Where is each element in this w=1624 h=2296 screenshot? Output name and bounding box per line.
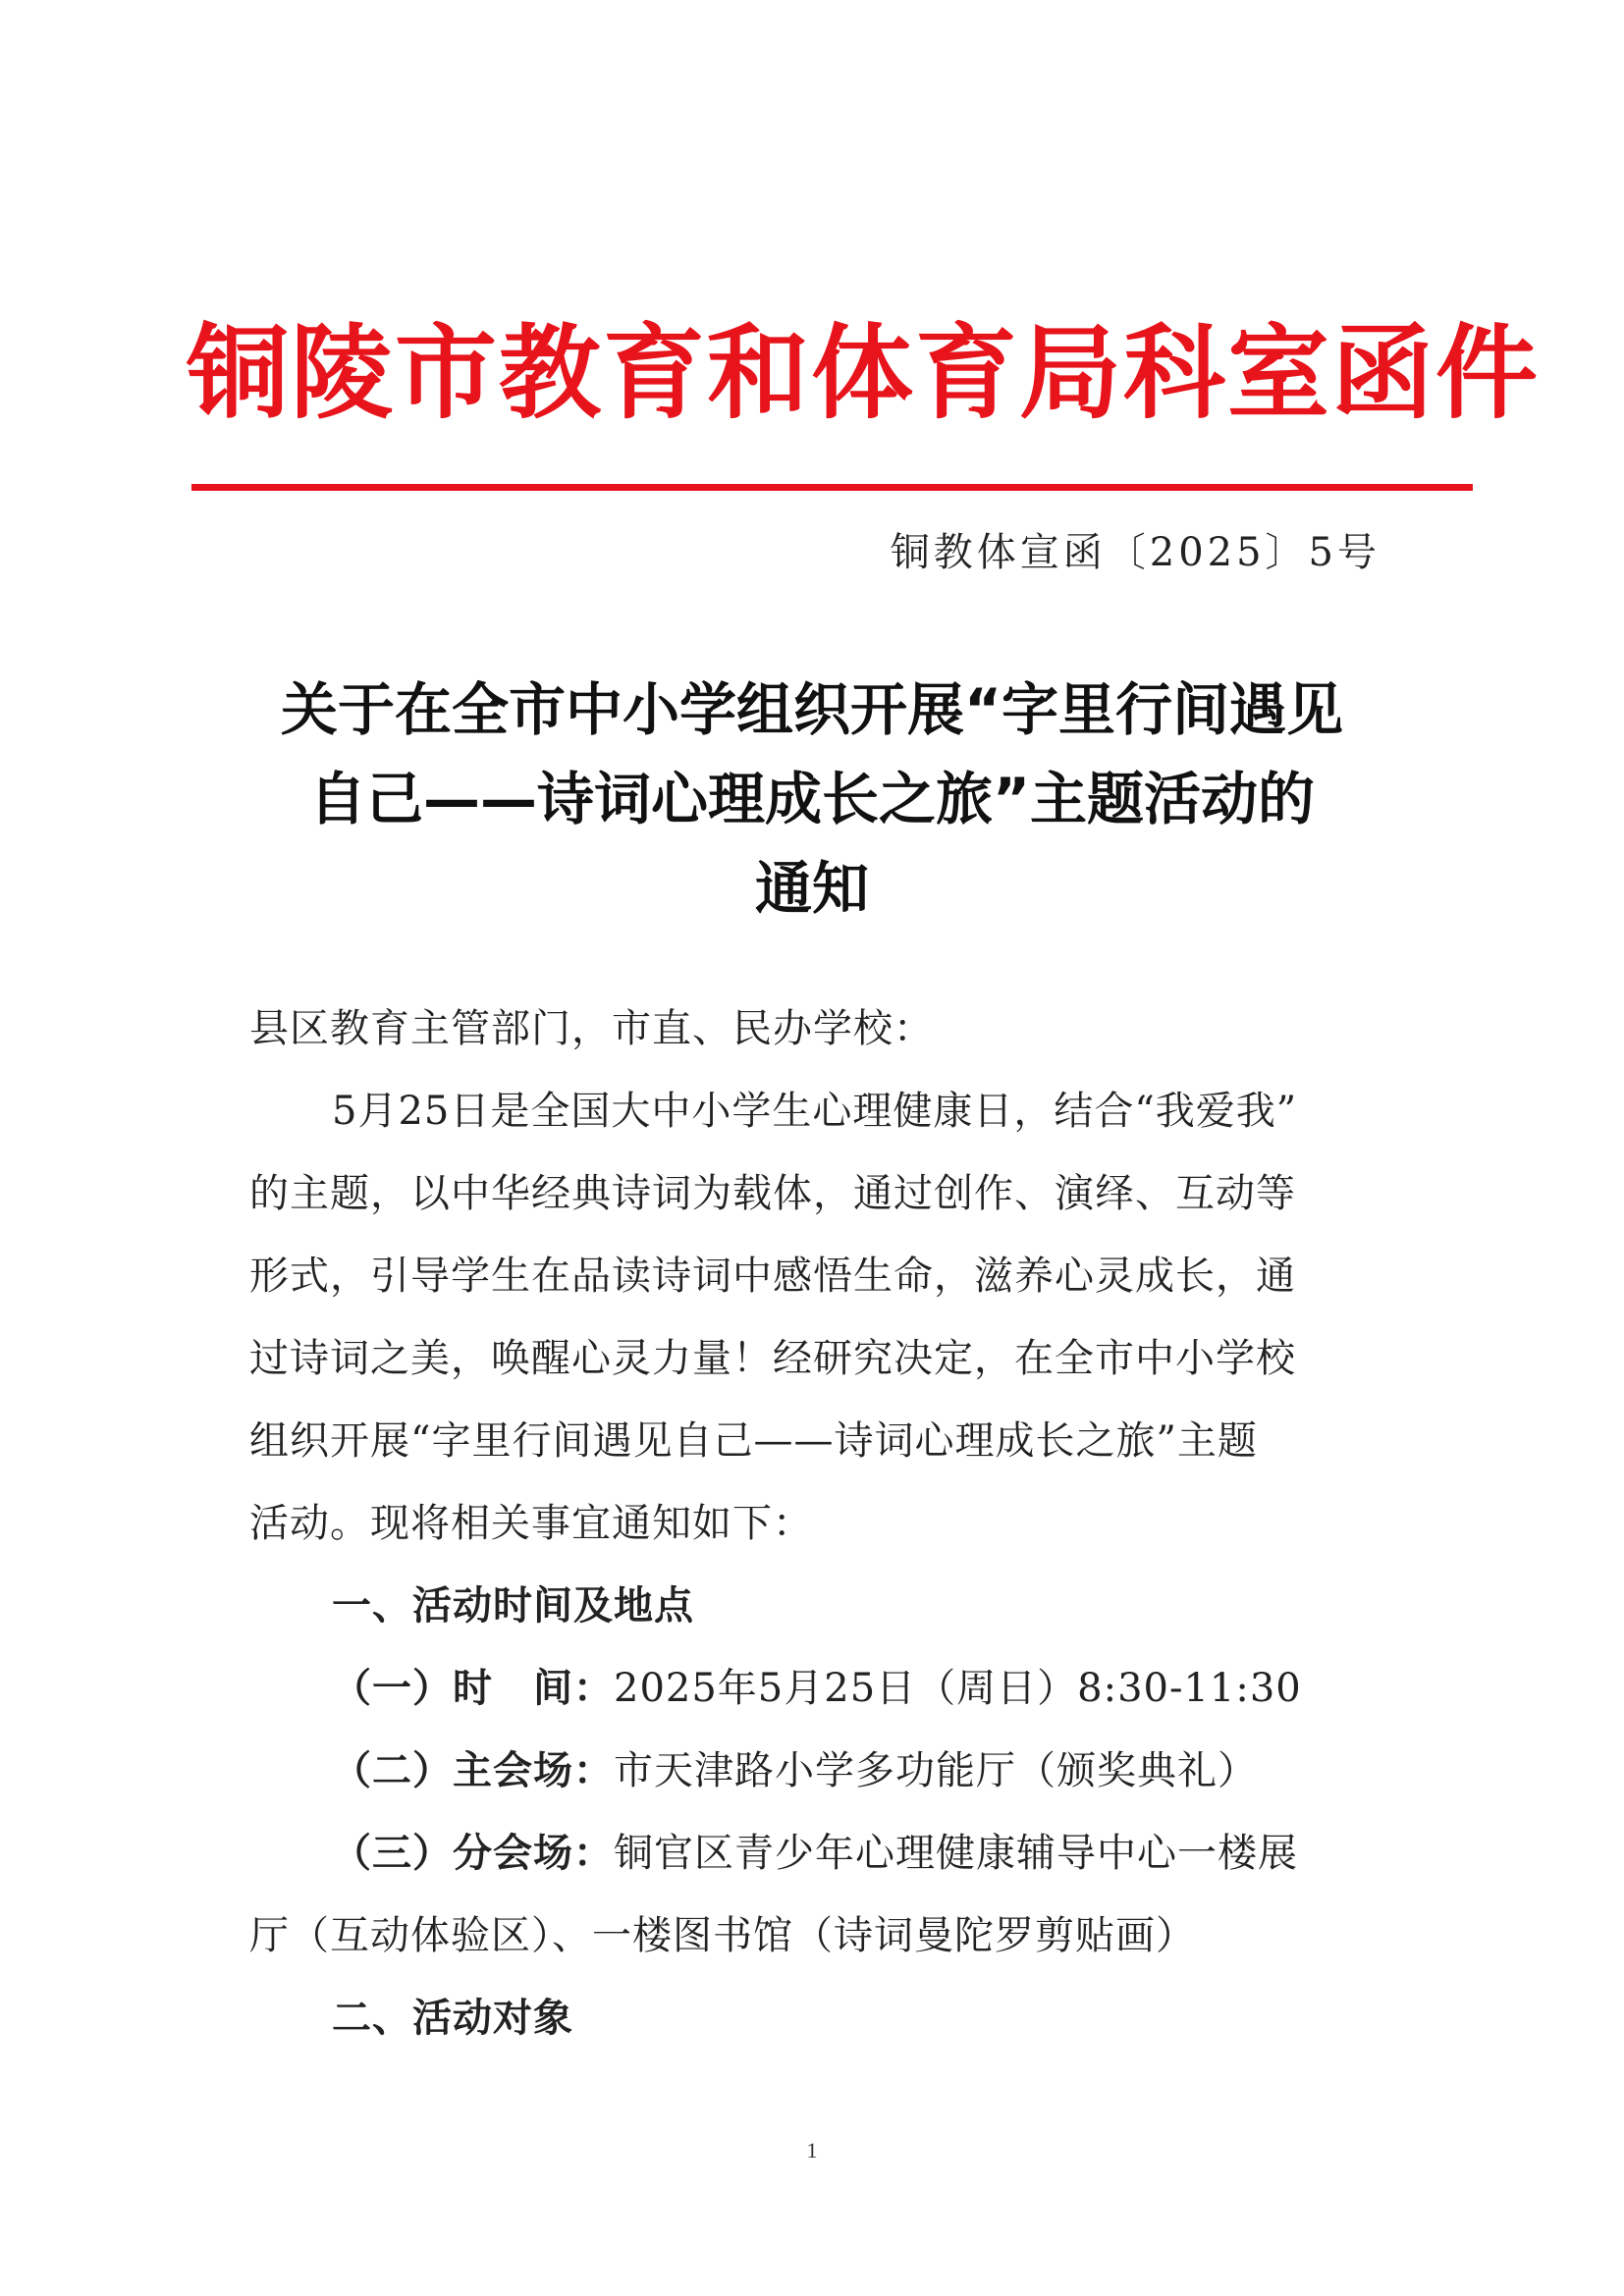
letterhead-red-rule	[191, 484, 1473, 491]
salutation: 县区教育主管部门，市直、民办学校：	[249, 1006, 934, 1051]
item-branch-venue-label: （三）分会场：	[332, 1831, 614, 1876]
item-time-label: （一）时 间：	[332, 1666, 614, 1711]
section-heading-participants: 二、活动对象	[332, 1996, 573, 2041]
item-main-venue-label: （二）主会场：	[332, 1748, 614, 1793]
notice-title	[196, 666, 1428, 934]
item-time-text: 2025年5月25日（周日）8:30-11:30	[614, 1666, 1302, 1711]
intro-line-6: 活动。现将相关事宜通知如下：	[249, 1501, 813, 1546]
document-number: 铜教体宣函〔2025〕5号	[890, 530, 1380, 575]
notice-title-line-3: 通知	[754, 855, 869, 922]
intro-line-3: 形式，引导学生在品读诗词中感悟生命，滋养心灵成长，通	[249, 1254, 1296, 1299]
org-letterhead-title: 铜陵市教育和体育局科室函件	[187, 312, 1541, 433]
intro-line-2: 的主题，以中华经典诗词为载体，通过创作、演绎、互动等	[249, 1171, 1296, 1216]
intro-line-1: 5月25日是全国大中小学生心理健康日，结合“我爱我”	[332, 1089, 1298, 1134]
intro-line-5: 组织开展“字里行间遇见自己——诗词心理成长之旅”主题	[249, 1418, 1258, 1464]
page-number: 1	[806, 2138, 818, 2163]
intro-line-4: 过诗词之美，唤醒心灵力量！经研究决定，在全市中小学校	[249, 1336, 1296, 1381]
item-branch-venue-continuation: 厅（互动体验区）、一楼图书馆（诗词曼陀罗剪贴画）	[249, 1913, 1196, 1958]
item-main-venue-text: 市天津路小学多功能厅（颁奖典礼）	[614, 1748, 1258, 1793]
item-time	[332, 1647, 1302, 1730]
notice-title-line-1: 关于在全市中小学组织开展“字里行间遇见	[280, 676, 1344, 743]
notice-title-line-2: 自己——诗词心理成长之旅”主题活动的	[308, 766, 1316, 832]
section-heading-time-place: 一、活动时间及地点	[332, 1583, 694, 1629]
item-branch-venue	[332, 1812, 1298, 1895]
item-main-venue	[332, 1730, 1258, 1812]
item-branch-venue-text: 铜官区青少年心理健康辅导中心一楼展	[614, 1831, 1298, 1876]
